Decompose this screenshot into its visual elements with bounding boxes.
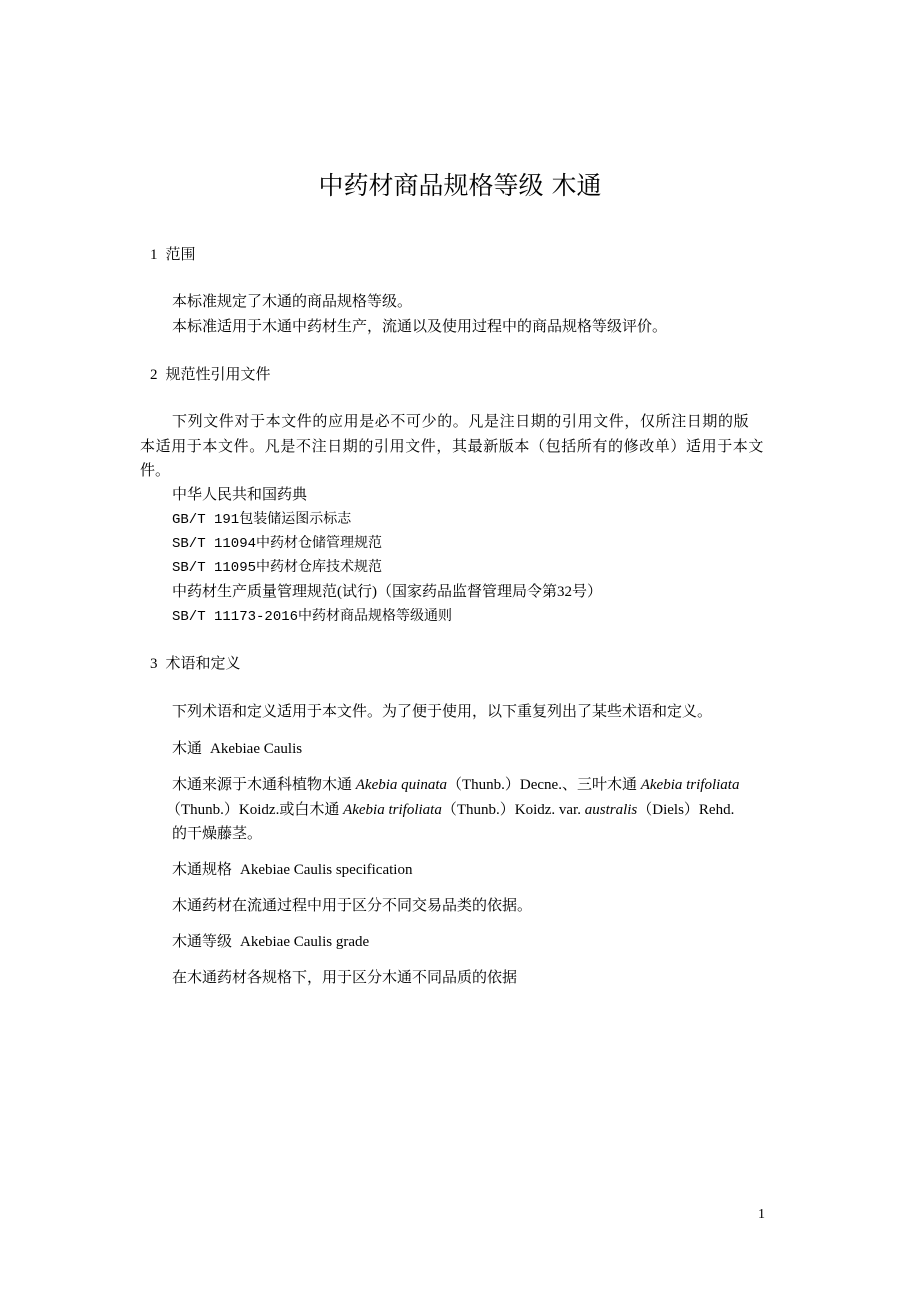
paragraph: 下列术语和定义适用于本文件。为了便于使用，以下重复列出了某些术语和定义。 xyxy=(172,704,713,720)
term-definition: （Thunb.）Koidz.或白木通 Akebia trifoliata（Thunb.）Koidz. var. australis（Diels）Rehd. xyxy=(166,802,735,818)
paragraph: 本标准适用于木通中药材生产，流通以及使用过程中的商品规格等级评价。 xyxy=(172,319,668,335)
document-title: 中药材商品规格等级 木通 xyxy=(318,171,602,200)
reference-item: SB/T 11173-2016中药材商品规格等级通则 xyxy=(172,609,453,625)
reference-item: SB/T 11094中药材仓储管理规范 xyxy=(172,536,383,552)
reference-item: 中华人民共和国药典 xyxy=(172,487,308,503)
paragraph: 本适用于本文件。凡是不注日期的引用文件，其最新版本（包括所有的修改单）适用于本文 xyxy=(140,439,765,455)
section-heading-terms: 3 术语和定义 xyxy=(150,654,241,672)
reference-item: 中药材生产质量管理规范(试行)（国家药品监督管理局令第32号） xyxy=(172,584,602,600)
page-number: 1 xyxy=(758,1207,765,1222)
term-heading: 木通等级 Akebiae Caulis grade xyxy=(172,932,370,950)
term-definition: 木通药材在流通过程中用于区分不同交易品类的依据。 xyxy=(172,898,533,914)
paragraph: 下列文件对于本文件的应用是必不可少的。凡是注日期的引用文件，仅所注日期的版 xyxy=(172,414,750,430)
term-heading: 木通 Akebiae Caulis xyxy=(172,739,303,757)
section-heading-scope: 1 范围 xyxy=(150,245,196,263)
paragraph: 本标准规定了木通的商品规格等级。 xyxy=(172,294,413,310)
term-definition: 在木通药材各规格下，用于区分木通不同品质的依据 xyxy=(172,970,518,986)
reference-item: GB/T 191包装储运图示标志 xyxy=(172,512,352,528)
term-heading: 木通规格 Akebiae Caulis specification xyxy=(172,860,413,878)
section-heading-references: 2 规范性引用文件 xyxy=(150,365,271,383)
term-definition: 的干燥藤茎。 xyxy=(172,826,263,842)
term-definition: 木通来源于木通科植物木通 Akebia quinata（Thunb.）Decne.、三叶木通 Akebia trifoliata xyxy=(172,777,740,793)
paragraph: 件。 xyxy=(140,463,171,479)
reference-item: SB/T 11095中药材仓库技术规范 xyxy=(172,560,383,576)
